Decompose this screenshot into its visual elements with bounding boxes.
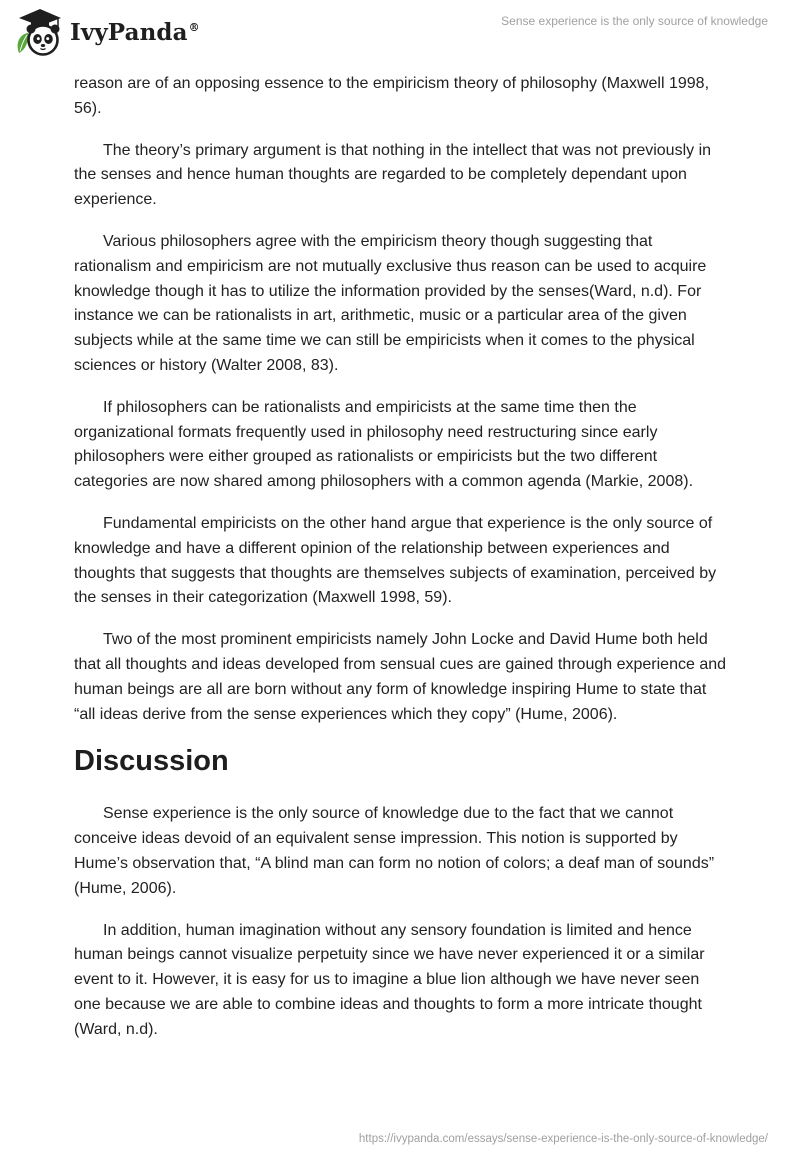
paragraph: reason are of an opposing essence to the empiricism theory of philosophy (Maxwell 1998, 56). (74, 75, 710, 117)
page-header (0, 0, 800, 66)
paragraph: Two of the most prominent empiricists namely John Locke and David Hume both held that all thoughts and ideas developed from sensual cues are gained through experience and human beings are all are born without any form of knowledge inspiring Hume to state that “all ideas derive from the sense experiences which they copy” (Hume, 2006). (74, 631, 727, 723)
brand-name-text: IvyPanda (70, 18, 188, 46)
paragraph: Various philosophers agree with the empiricism theory though suggesting that rationalism and empiricism are not mutually exclusive thus reason can be used to acquire knowledge though it has to utilize the information provided by the senses(Ward, n.d). For instance we can be rationalists in art, arithmetic, music or a particular area of the given subjects while at the same time we can still be empiricists when it comes to the physical sciences or history (Walter 2008, 83). (74, 232, 707, 374)
paragraph: In addition, human imagination without any sensory foundation is limited and hence human beings cannot visualize perpetuity since we have never experienced it or a similar event to it. However, it is easy for us to imagine a blue lion although we have never seen one because we are able to combine ideas and thoughts to form a more intricate thought (Ward, n.d). (74, 921, 705, 1038)
document-title: Sense experience is the only source of knowledge (501, 14, 768, 28)
paragraph: Fundamental empiricists on the other hand argue that experience is the only source of knowledge and have a different opinion of the relationship between experiences and thoughts that suggests that thoughts are themselves subjects of examination, perceived by the senses in their categorization (Maxwell 1998, 59). (74, 514, 717, 607)
brand-name (70, 19, 200, 46)
paragraph: The theory’s primary argument is that nothing in the intellect that was not previously in the senses and hence human thoughts are regarded to be completely dependant upon experience. (74, 141, 712, 209)
panda-graduate-icon (14, 6, 66, 58)
source-url[interactable]: https://ivypanda.com/essays/sense-experience-is-the-only-source-of-knowledge/ (358, 1133, 768, 1145)
paragraph: Sense experience is the only source of knowledge due to the fact that we cannot conceive ideas devoid of an equivalent sense impression. This notion is supported by Hume’s observation that, “A blind man can form no notion of colors; a deaf man of sounds” (Hume, 2006). (74, 805, 715, 897)
paragraph: If philosophers can be rationalists and empiricists at the same time then the organizational formats frequently used in philosophy need restructuring since early philosophers were either grouped as rationalists or empiricists but the two different categories are now shared among philosophers with a common agenda (Markie, 2008). (74, 398, 694, 491)
registered-mark: ® (188, 20, 200, 34)
essay-content (74, 72, 730, 1060)
ivypanda-logo[interactable] (14, 6, 200, 58)
section-heading: Discussion (74, 745, 229, 778)
